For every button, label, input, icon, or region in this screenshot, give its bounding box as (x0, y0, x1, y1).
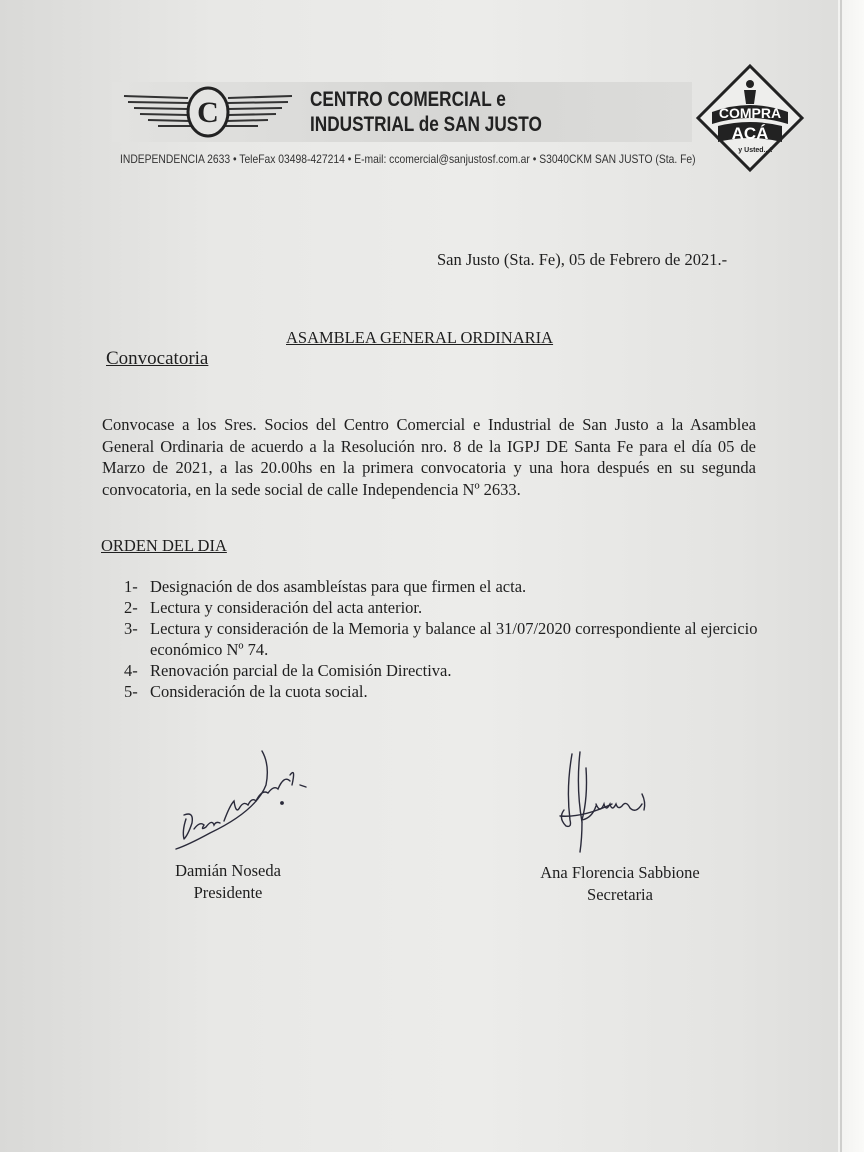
secretary-name: Ana Florencia Sabbione (540, 863, 700, 882)
agenda-item-number: 3- (124, 619, 138, 638)
agenda-item-text: Designación de dos asambleístas para que firmen el acta. (150, 577, 527, 596)
agenda-item (124, 660, 774, 681)
president-role: Presidente (193, 883, 263, 902)
svg-text:C: C (197, 96, 219, 129)
contact-line: INDEPENDENCIA 2633 • TeleFax 03498-427214 • E-mail: ccomercial@sanjustosf.com.ar • S3040CKM SAN JUSTO (Sta. Fe) (120, 152, 696, 166)
agenda-item-number: 4- (124, 661, 138, 680)
agenda-item-number: 1- (124, 577, 138, 596)
document-subtitle: Convocatoria (106, 348, 209, 369)
agenda-item (124, 618, 774, 660)
badge-line1: COMPRA (718, 105, 782, 121)
agenda-item-number: 5- (124, 682, 138, 701)
secretary-role: Secretaria (587, 885, 653, 904)
organization-name-line2: INDUSTRIAL de SAN JUSTO (310, 113, 542, 136)
agenda-item-text: Renovación parcial de la Comisión Directiva. (150, 661, 452, 680)
convocation-paragraph: Convocase a los Sres. Socios del Centro Comercial e Industrial de San Justo a la Asamblea General Ordinaria de acuerdo a la Resolución nro. 8 de la IGPJ DE Santa Fe para el día 05 de Marzo de 2021, a las 20.00hs en la primera convocatoria y una hora después en su segunda convocatoria, en la sede social de calle Independencia Nº 2633. (102, 415, 756, 499)
agenda-title: ORDEN DEL DIA (101, 536, 227, 555)
agenda-item-number: 2- (124, 598, 138, 617)
organization-name-line1: CENTRO COMERCIAL e (310, 88, 506, 111)
secretary-signature (552, 748, 664, 856)
badge-line3: y Usted...? (738, 147, 774, 154)
agenda-list (124, 576, 774, 702)
secretary-signature-block (520, 862, 720, 906)
page-edge-line (840, 0, 842, 1152)
organization-name (310, 87, 542, 137)
president-signature-block (158, 860, 298, 904)
agenda-item-text: Lectura y consideración del acta anterior. (150, 598, 423, 617)
badge-line2: ACÁ (731, 124, 769, 143)
winged-emblem-logo (118, 84, 298, 140)
president-name: Damián Noseda (175, 861, 281, 880)
agenda-item (124, 681, 774, 702)
agenda-item-text: Consideración de la cuota social. (150, 682, 368, 701)
president-signature (170, 745, 320, 855)
agenda-item-text: Lectura y consideración de la Memoria y balance al 31/07/2020 correspondiente al ejercicio económico Nº 74. (150, 619, 758, 659)
agenda-item (124, 597, 774, 618)
document-date: San Justo (Sta. Fe), 05 de Febrero de 2021.- (437, 250, 728, 269)
document-title: ASAMBLEA GENERAL ORDINARIA (286, 328, 554, 347)
agenda-item (124, 576, 774, 597)
compra-aca-badge (694, 62, 806, 174)
